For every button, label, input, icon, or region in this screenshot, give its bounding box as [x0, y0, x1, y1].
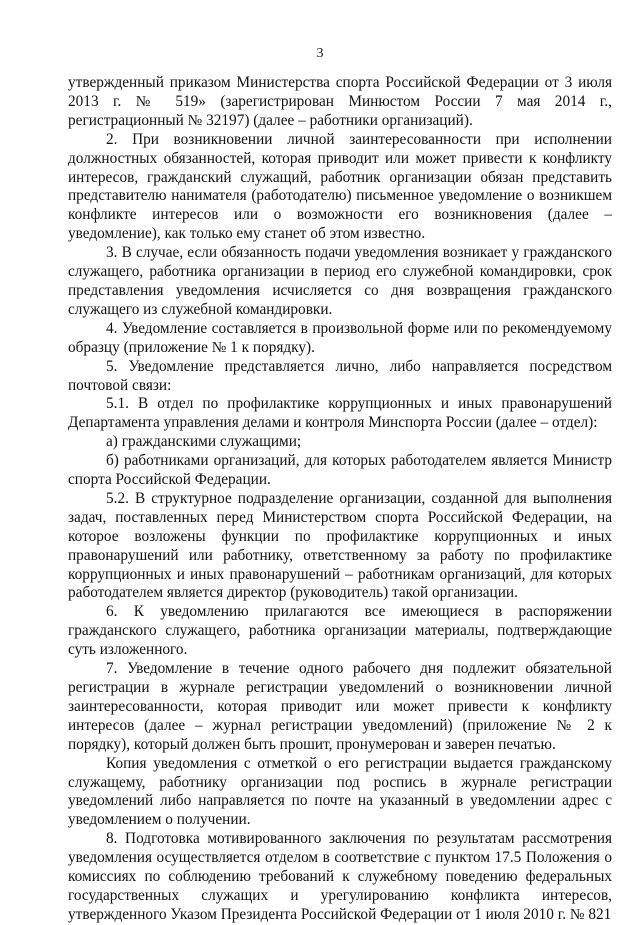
- paragraph-p3: 3. В случае, если обязанность подачи уведомления возникает у гражданского служащего, работника организации в период его служебной командировки, срок представления уведомления исчисляется со дня возвращения гражданского служащего из служебной командировки.: [68, 244, 612, 318]
- paragraph-p4: 4. Уведомление составляется в произвольной форме или по рекомендуемому образцу (приложение № 1 к порядку).: [68, 319, 612, 356]
- paragraph-p2: 2. При возникновении личной заинтересованности при исполнении должностных обязанностей, которая приводит или может привести к конфликту интересов, гражданский служащий, работник организации обязан представить представителю нанимателя (работодателю) письменное уведомление о возникшем конфликте интересов или о возможности его возникновения (далее – уведомление), как только ему станет об этом известно.: [68, 130, 612, 243]
- paragraph-p51: 5.1. В отдел по профилактике коррупционных и иных правонарушений Департамента управления делами и контроля Минспорта России (далее – отдел):: [68, 395, 612, 432]
- document-body: [68, 74, 612, 925]
- paragraph-p51a: а) гражданскими служащими;: [106, 433, 302, 451]
- paragraph-p8: 8. Подготовка мотивированного заключения по результатам рассмотрения уведомления осуществляется отделом в соответствие с пунктом 17.5 Положения о комиссиях по соблюдению требований к служебному поведению федеральных государственных служащих и урегулированию конфликта интересов, утвержденного Указом Президента Российской Федерации от 1 июля 2010 г. № 821: [68, 830, 612, 923]
- paragraph-p52: 5.2. В структурное подразделение организации, созданной для выполнения задач, поставленных перед Министерством спорта Российской Федерации, на которое возложены функции по профилактике коррупционных и иных правонарушений или работнику, ответственному за работу по профилактике коррупционных и иных правонарушений – работникам организаций, для которых работодателем является директор (руководитель) такой организации.: [68, 489, 612, 602]
- paragraph-p0: утвержденный приказом Министерства спорта Российской Федерации от 3 июля 2013 г. № 519» (зарегистрирован Минюстом России 7 мая 2014 г., регистрационный № 32197) (далее – работники организаций).: [68, 74, 612, 129]
- paragraph-p7b: Копия уведомления с отметкой о его регистрации выдается гражданскому служащему, работнику организации под роспись в журнале регистрации уведомлений либо направляется по почте на указанный в уведомлении адрес с уведомлением о получении.: [68, 754, 612, 829]
- paragraph-p5: 5. Уведомление представляется лично, либо направляется посредством почтовой связи:: [68, 357, 612, 394]
- paragraph-p7: 7. Уведомление в течение одного рабочего дня подлежит обязательной регистрации в журнале регистрации уведомлений о возникновении личной заинтересованности, которая приводит или может привести к конфликту интересов (далее – журнал регистрации уведомлений) (приложение № 2 к порядку), который должен быть прошит, пронумерован и заверен печатью.: [68, 660, 612, 753]
- page-number: 3: [316, 46, 324, 61]
- paragraph-p6: 6. К уведомлению прилагаются все имеющиеся в распоряжении гражданского служащего, работника организации материалы, подтверждающие суть изложенного.: [68, 603, 612, 659]
- paragraph-p51b: б) работниками организаций, для которых работодателем является Министр спорта Российской Федерации.: [68, 452, 612, 489]
